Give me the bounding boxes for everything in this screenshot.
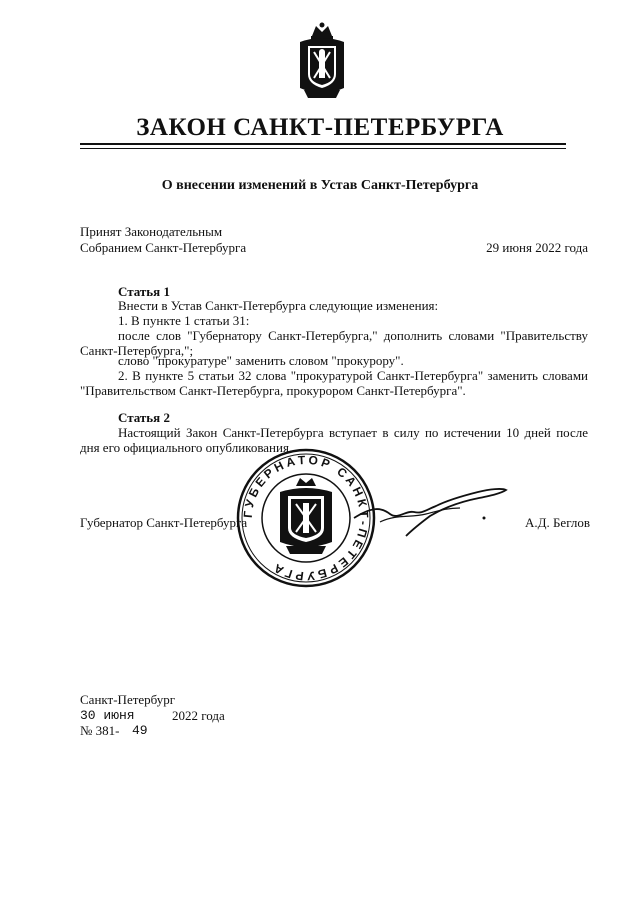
article-2-paragraph: Настоящий Закон Санкт-Петербурга вступает в силу по истечении 10 дней после дня его официального опубликования. xyxy=(80,425,588,455)
footer-year: 2022 года xyxy=(172,708,225,723)
article-1-heading: Статья 1 xyxy=(118,284,170,299)
seal-text: ГУБЕРНАТОР САНКТ-ПЕТЕРБУРГА xyxy=(240,452,372,584)
governor-name: А.Д. Беглов xyxy=(524,515,590,530)
footer-city: Санкт-Петербург xyxy=(80,692,176,707)
adoption-line-2: Собранием Санкт-Петербурга xyxy=(80,240,247,255)
footer-number-suffix: 49 xyxy=(132,723,148,738)
adoption-date: 29 июня 2022 года xyxy=(486,240,588,255)
footer-number-prefix: № 381- xyxy=(80,723,120,738)
title-divider-thin xyxy=(80,148,566,149)
title-divider-thick xyxy=(80,143,566,145)
law-title: ЗАКОН САНКТ-ПЕТЕРБУРГА xyxy=(136,114,504,141)
adoption-line-1: Принят Законодательным xyxy=(80,224,223,239)
article-2-heading: Статья 2 xyxy=(118,410,170,425)
article-1-paragraph: Внести в Устав Санкт-Петербурга следующие изменения: xyxy=(118,298,439,313)
article-1-paragraph: 1. В пункте 1 статьи 31: xyxy=(118,313,250,328)
article-1-paragraph: 2. В пункте 5 статьи 32 слова "прокуратурой Санкт-Петербурга" заменить словами "Правительством Санкт-Петербурга, прокурором Санкт-Петербурга". xyxy=(80,368,588,398)
article-1-paragraph: слово "прокуратуре" заменить словом "прокурору". xyxy=(118,353,404,368)
law-subtitle: О внесении изменений в Устав Санкт-Петербурга xyxy=(161,178,479,193)
footer-day-month: 30 июня xyxy=(80,708,135,723)
governor-position: Губернатор Санкт-Петербурга xyxy=(80,515,248,530)
coat-of-arms-icon xyxy=(294,22,350,100)
article-1-paragraph: после слов "Губернатору Санкт-Петербурга," дополнить словами "Правительству Санкт-Петербурга,"; xyxy=(80,328,588,358)
signature-icon xyxy=(350,484,510,540)
